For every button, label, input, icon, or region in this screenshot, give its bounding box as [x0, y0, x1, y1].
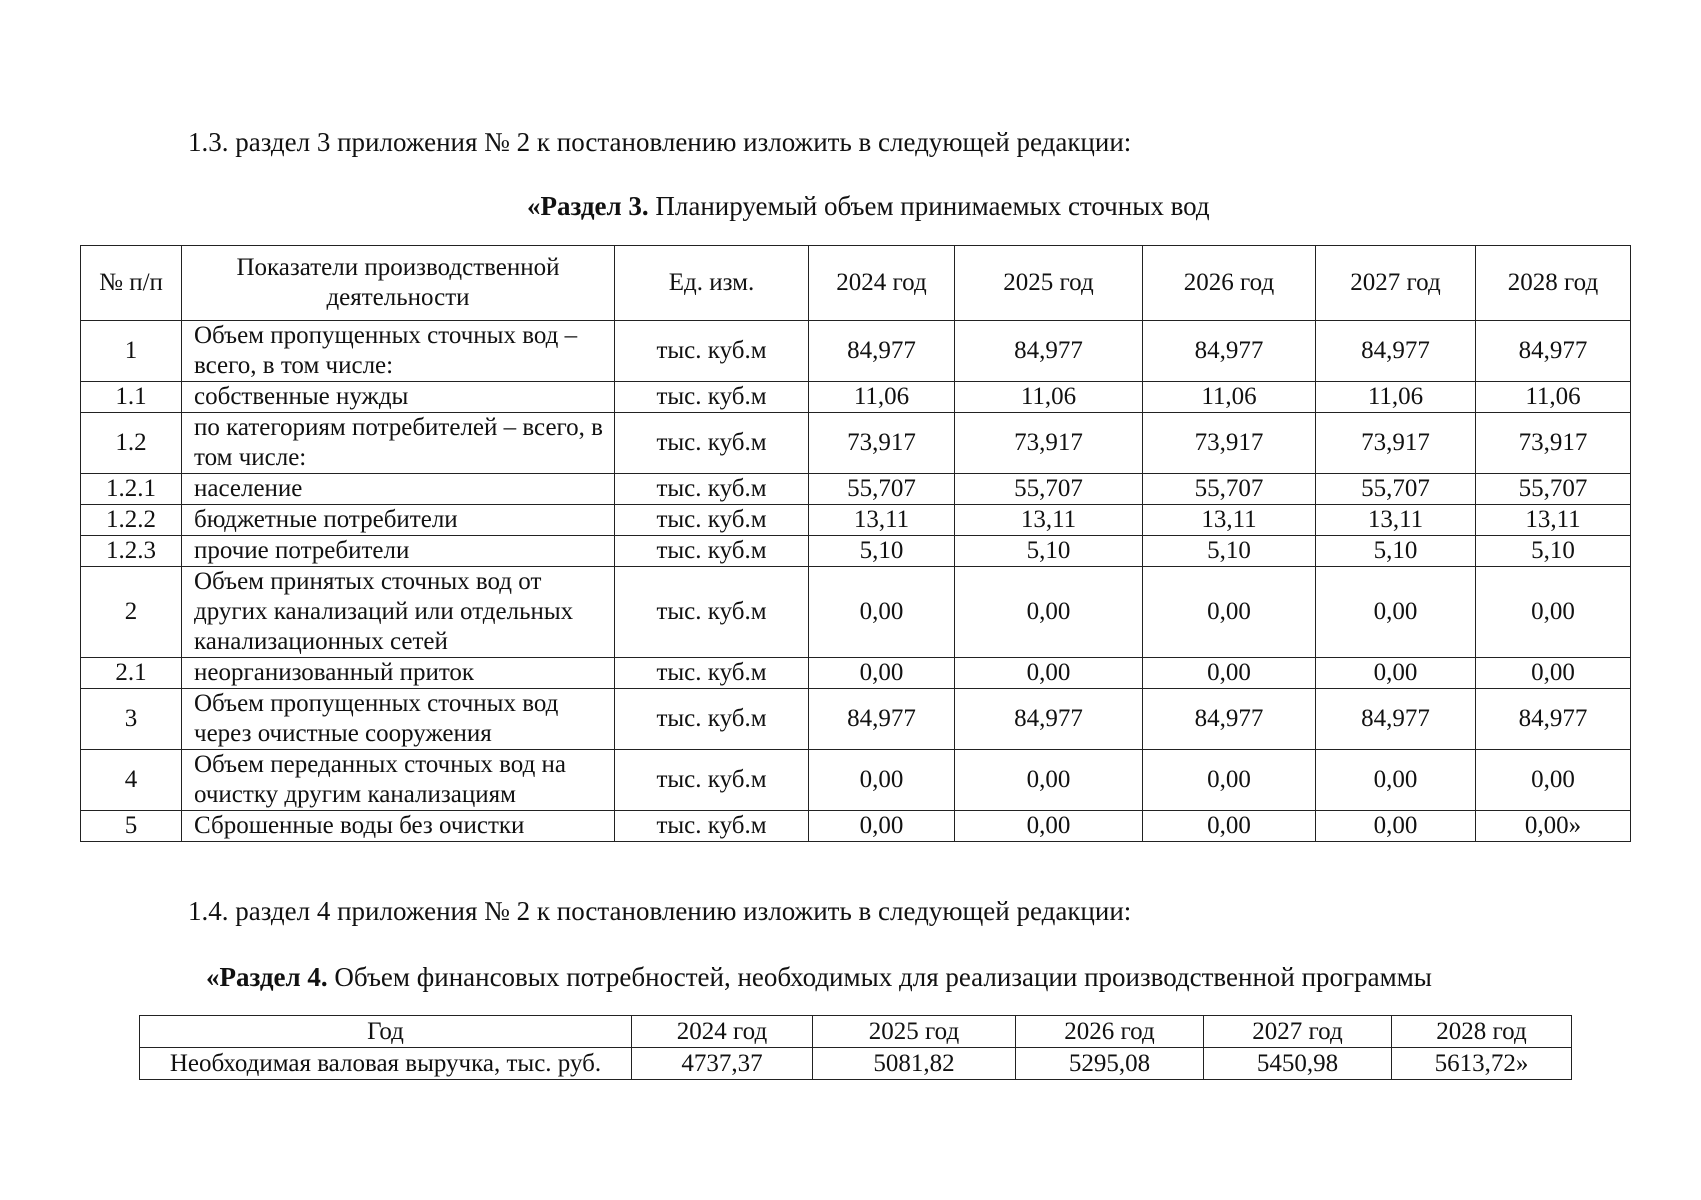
table-row — [81, 474, 1631, 505]
row-value-2025: 11,06 — [955, 382, 1143, 413]
row-value-2025: 0,00 — [955, 811, 1143, 842]
row-num: 1.2.2 — [81, 505, 182, 536]
table-row — [81, 321, 1631, 382]
row-value-2027: 73,917 — [1316, 413, 1476, 474]
row-value-2025: 13,11 — [955, 505, 1143, 536]
year-header-2028: 2028 год — [1392, 1016, 1572, 1048]
table-header-row — [81, 246, 1631, 321]
table-row — [81, 536, 1631, 567]
row-unit: тыс. куб.м — [615, 750, 809, 811]
row-unit: тыс. куб.м — [615, 536, 809, 567]
row-unit: тыс. куб.м — [615, 474, 809, 505]
row-value-2026: 0,00 — [1143, 811, 1316, 842]
row-value-2026: 5,10 — [1143, 536, 1316, 567]
row-value-2026: 0,00 — [1143, 658, 1316, 689]
table-row — [140, 1016, 1572, 1048]
row-value-2026: 73,917 — [1143, 413, 1316, 474]
row-num: 1.2 — [81, 413, 182, 474]
revenue-label: Необходимая валовая выручка, тыс. руб. — [140, 1048, 632, 1080]
year-header-2027: 2027 год — [1204, 1016, 1392, 1048]
row-value-2025: 0,00 — [955, 750, 1143, 811]
row-value-2024: 0,00 — [809, 811, 955, 842]
header-2025: 2025 год — [955, 246, 1143, 321]
revenue-2027: 5450,98 — [1204, 1048, 1392, 1080]
row-unit: тыс. куб.м — [615, 382, 809, 413]
row-value-2028: 11,06 — [1476, 382, 1631, 413]
row-value-2026: 84,977 — [1143, 689, 1316, 750]
row-value-2025: 73,917 — [955, 413, 1143, 474]
row-value-2027: 84,977 — [1316, 689, 1476, 750]
table-row — [81, 382, 1631, 413]
row-value-2027: 0,00 — [1316, 811, 1476, 842]
row-value-2024: 73,917 — [809, 413, 955, 474]
section-4-table — [139, 1015, 1572, 1080]
row-unit: тыс. куб.м — [615, 689, 809, 750]
table-row — [81, 413, 1631, 474]
row-value-2028: 0,00 — [1476, 658, 1631, 689]
row-num: 1 — [81, 321, 182, 382]
header-num: № п/п — [81, 246, 182, 321]
header-2026: 2026 год — [1143, 246, 1316, 321]
row-unit: тыс. куб.м — [615, 567, 809, 658]
row-indicator: собственные нужды — [182, 382, 615, 413]
row-indicator: Объем пропущенных сточных вод через очистные сооружения — [182, 689, 615, 750]
row-num: 3 — [81, 689, 182, 750]
section-4-title-bold: «Раздел 4. — [206, 962, 328, 992]
row-value-2025: 84,977 — [955, 689, 1143, 750]
section-3-title-bold: «Раздел 3. — [527, 191, 649, 221]
row-num: 1.2.1 — [81, 474, 182, 505]
row-value-2027: 13,11 — [1316, 505, 1476, 536]
row-value-2028: 0,00» — [1476, 811, 1631, 842]
row-value-2028: 5,10 — [1476, 536, 1631, 567]
paragraph-1-3: 1.3. раздел 3 приложения № 2 к постановлению изложить в следующей редакции: — [188, 127, 1132, 157]
row-num: 2.1 — [81, 658, 182, 689]
table-row — [81, 505, 1631, 536]
year-header-2024: 2024 год — [632, 1016, 813, 1048]
row-value-2026: 0,00 — [1143, 567, 1316, 658]
row-value-2027: 0,00 — [1316, 750, 1476, 811]
row-value-2028: 13,11 — [1476, 505, 1631, 536]
section-3-table — [80, 245, 1631, 842]
header-2028: 2028 год — [1476, 246, 1631, 321]
row-indicator: неорганизованный приток — [182, 658, 615, 689]
row-value-2028: 55,707 — [1476, 474, 1631, 505]
row-value-2025: 0,00 — [955, 658, 1143, 689]
revenue-2026: 5295,08 — [1016, 1048, 1204, 1080]
row-num: 2 — [81, 567, 182, 658]
row-num: 4 — [81, 750, 182, 811]
year-header-2026: 2026 год — [1016, 1016, 1204, 1048]
row-indicator: Сброшенные воды без очистки — [182, 811, 615, 842]
row-value-2028: 84,977 — [1476, 689, 1631, 750]
row-value-2026: 13,11 — [1143, 505, 1316, 536]
row-value-2024: 0,00 — [809, 658, 955, 689]
row-value-2024: 0,00 — [809, 567, 955, 658]
row-value-2024: 13,11 — [809, 505, 955, 536]
section-4-title-text: Объем финансовых потребностей, необходимых для реализации производственной программы — [327, 962, 1432, 992]
row-value-2024: 84,977 — [809, 689, 955, 750]
row-indicator: по категориям потребителей – всего, в том числе: — [182, 413, 615, 474]
row-value-2024: 55,707 — [809, 474, 955, 505]
row-value-2026: 11,06 — [1143, 382, 1316, 413]
table-row — [81, 567, 1631, 658]
table-row — [81, 689, 1631, 750]
row-value-2027: 0,00 — [1316, 567, 1476, 658]
row-unit: тыс. куб.м — [615, 811, 809, 842]
row-value-2025: 0,00 — [955, 567, 1143, 658]
revenue-2025: 5081,82 — [813, 1048, 1016, 1080]
row-value-2024: 0,00 — [809, 750, 955, 811]
header-2024: 2024 год — [809, 246, 955, 321]
row-indicator: Объем переданных сточных вод на очистку другим канализациям — [182, 750, 615, 811]
section-3-title-text: Планируемый объем принимаемых сточных вод — [648, 191, 1210, 221]
row-value-2024: 11,06 — [809, 382, 955, 413]
year-header-2025: 2025 год — [813, 1016, 1016, 1048]
paragraph-1-4: 1.4. раздел 4 приложения № 2 к постановлению изложить в следующей редакции: — [188, 896, 1132, 926]
row-value-2025: 5,10 — [955, 536, 1143, 567]
row-unit: тыс. куб.м — [615, 658, 809, 689]
row-value-2027: 0,00 — [1316, 658, 1476, 689]
row-value-2028: 0,00 — [1476, 750, 1631, 811]
row-num: 1.1 — [81, 382, 182, 413]
year-header-label: Год — [140, 1016, 632, 1048]
table-row — [81, 811, 1631, 842]
row-value-2024: 84,977 — [809, 321, 955, 382]
row-value-2024: 5,10 — [809, 536, 955, 567]
row-indicator: Объем пропущенных сточных вод – всего, в том числе: — [182, 321, 615, 382]
row-value-2028: 84,977 — [1476, 321, 1631, 382]
table-row — [81, 658, 1631, 689]
section-3-title — [527, 190, 1210, 222]
row-value-2028: 73,917 — [1476, 413, 1631, 474]
row-value-2026: 0,00 — [1143, 750, 1316, 811]
row-indicator: население — [182, 474, 615, 505]
row-unit: тыс. куб.м — [615, 505, 809, 536]
revenue-2028: 5613,72» — [1392, 1048, 1572, 1080]
row-value-2027: 11,06 — [1316, 382, 1476, 413]
row-indicator: прочие потребители — [182, 536, 615, 567]
header-unit: Ед. изм. — [615, 246, 809, 321]
row-indicator: бюджетные потребители — [182, 505, 615, 536]
row-value-2027: 5,10 — [1316, 536, 1476, 567]
row-num: 5 — [81, 811, 182, 842]
row-value-2027: 84,977 — [1316, 321, 1476, 382]
section-4-title — [206, 961, 1432, 993]
row-unit: тыс. куб.м — [615, 413, 809, 474]
header-2027: 2027 год — [1316, 246, 1476, 321]
row-value-2026: 55,707 — [1143, 474, 1316, 505]
row-value-2027: 55,707 — [1316, 474, 1476, 505]
table-row — [140, 1048, 1572, 1080]
row-value-2026: 84,977 — [1143, 321, 1316, 382]
row-value-2025: 55,707 — [955, 474, 1143, 505]
row-value-2028: 0,00 — [1476, 567, 1631, 658]
row-num: 1.2.3 — [81, 536, 182, 567]
header-indicator: Показатели производственной деятельности — [182, 246, 615, 321]
row-unit: тыс. куб.м — [615, 321, 809, 382]
revenue-2024: 4737,37 — [632, 1048, 813, 1080]
table-row — [81, 750, 1631, 811]
row-indicator: Объем принятых сточных вод от других канализаций или отдельных канализационных сетей — [182, 567, 615, 658]
row-value-2025: 84,977 — [955, 321, 1143, 382]
